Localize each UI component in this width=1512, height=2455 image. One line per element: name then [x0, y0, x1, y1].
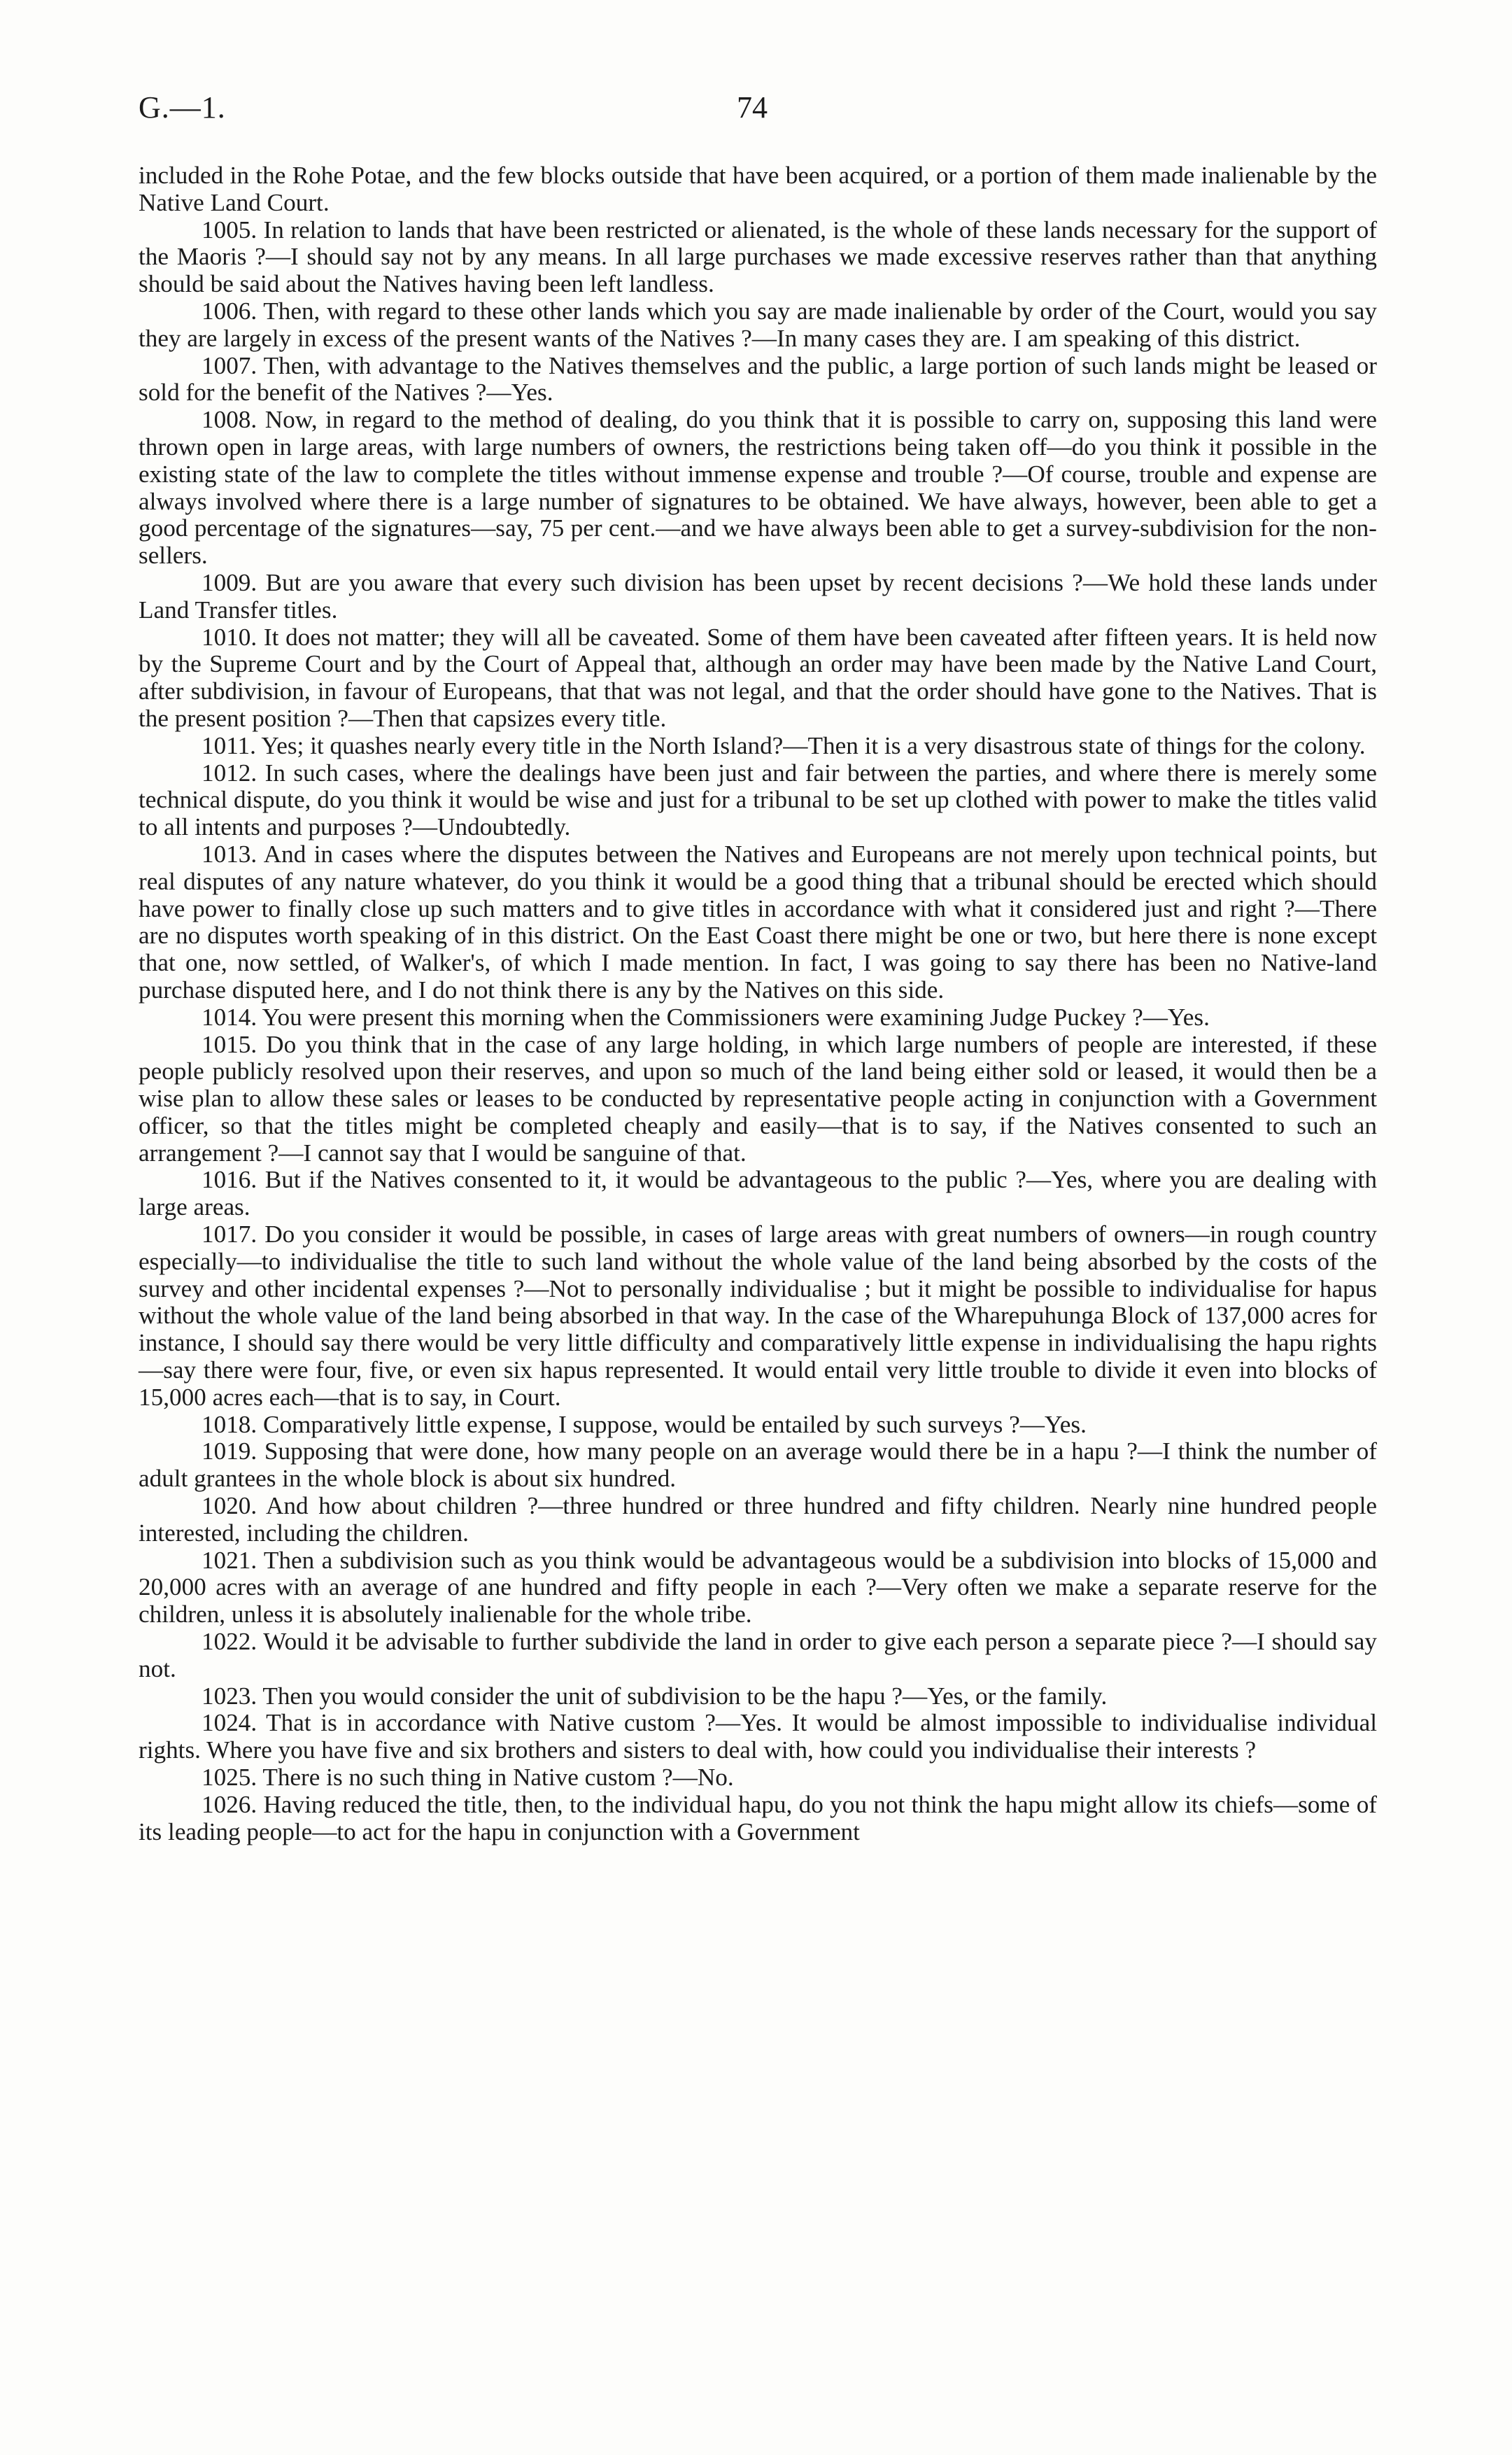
paragraph-1010: 1010. It does not matter; they will all be caveated. Some of them have been caveated after fifteen years. It is held now by the Supreme Court and by the Court of Appeal that, although an order may have been made by the Native Land Court, after subdivision, in favour of Europeans, that that was not legal, and that the order should have gone to the Natives. That is the present position ?—Then that capsizes every title.	[139, 623, 1377, 732]
paragraph-1018: 1018. Comparatively little expense, I suppose, would be entailed by such surveys ?—Yes.	[202, 1410, 1087, 1438]
paragraph-1019: 1019. Supposing that were done, how many people on an average would there be in a hapu ?—I think the number of adult grantees in the whole block is about six hundred.	[139, 1437, 1377, 1493]
paragraph-continuation: included in the Rohe Potae, and the few blocks outside that have been acquired, or a portion of them made inalienable by the Native Land Court.	[139, 162, 1377, 216]
paragraph-1014: 1014. You were present this morning when the Commissioners were examining Judge Puckey ?—Yes.	[202, 1003, 1210, 1031]
paragraph-1021: 1021. Then a subdivision such as you think would be advantageous would be a subdivision into blocks of 15,000 and 20,000 acres with an average of ane hundred and fifty people in each ?—Very often we make a separate reserve for the children, unless it is absolutely inalienable for the whole tribe.	[139, 1546, 1377, 1629]
paragraph-1006: 1006. Then, with regard to these other lands which you say are made inalienable by order of the Court, would you say they are largely in excess of the present wants of the Natives ?—In many cases they are. I am speaking of this district.	[139, 297, 1377, 352]
paragraph-1008: 1008. Now, in regard to the method of dealing, do you think that it is possible to carry on, supposing this land were thrown open in large areas, with large numbers of owners, the restrictions being taken off—do you think it possible in the existing state of the law to complete the titles without immense expense and trouble ?—Of course, trouble and expense are always involved where there is a large number of signatures to be obtained. We have always, however, been able to get a good percentage of the signatures—say, 75 per cent.—and we have always been able to get a survey-subdivision for the non-sellers.	[139, 406, 1377, 570]
paragraph-1025: 1025. There is no such thing in Native custom ?—No.	[202, 1764, 734, 1792]
page-header	[139, 90, 1377, 132]
paragraph-1016: 1016. But if the Natives consented to it, it would be advantageous to the public ?—Yes, where you are dealing with large areas.	[139, 1166, 1377, 1221]
paragraph-1023: 1023. Then you would consider the unit of subdivision to be the hapu ?—Yes, or the family.	[202, 1682, 1108, 1710]
paragraph-1012: 1012. In such cases, where the dealings have been just and fair between the parties, and where there is merely some technical dispute, do you think it would be wise and just for a tribunal to be set up clothed with power to make the titles valid to all intents and purposes ?—Undoubtedly.	[139, 759, 1377, 841]
paragraph-1009: 1009. But are you aware that every such division has been upset by recent decisions ?—We hold these lands under Land Transfer titles.	[139, 568, 1377, 624]
paragraph-1015: 1015. Do you think that in the case of any large holding, in which large numbers of people are interested, if these people publicly resolved upon their reserves, and upon so much of the land being either sold or leased, it would then be a wise plan to allow these sales or leases to be conducted by representative people acting in conjunction with a Government officer, so that the titles might be completed cheaply and easily—that is to say, if the Natives consented to such an arrangement ?—I cannot say that I would be sanguine of that.	[139, 1030, 1377, 1167]
paragraph-1007: 1007. Then, with advantage to the Natives themselves and the public, a large portion of such lands might be leased or sold for the benefit of the Natives ?—Yes.	[139, 351, 1377, 407]
paragraph-1011: 1011. Yes; it quashes nearly every title in the North Island?—Then it is a very disastrous state of things for the colony.	[202, 731, 1366, 759]
body-text	[139, 162, 1377, 1845]
paragraph-1022: 1022. Would it be advisable to further subdivide the land in order to give each person a separate piece ?—I should say not.	[139, 1628, 1377, 1682]
paragraph-1024: 1024. That is in accordance with Native custom ?—Yes. It would be almost impossible to individualise individual rights. Where you have five and six brothers and sisters to deal with, how could you individualise their interests ?	[139, 1709, 1377, 1764]
paragraph-1005: 1005. In relation to lands that have been restricted or alienated, is the whole of these lands necessary for the support of the Maoris ?—I should say not by any means. In all large purchases we made excessive reserves rather than that anything should be said about the Natives having been left landless.	[139, 216, 1377, 298]
page-number: 74	[737, 90, 768, 125]
paragraph-1017: 1017. Do you consider it would be possible, in cases of large areas with great numbers of owners—in rough country especially—to individualise the title to such land without the whole value of the land being absorbed by the costs of the survey and other incidental expenses ?—Not to personally individualise ; but it might be possible to individualise for hapus without the whole value of the land being absorbed in that way. In the case of the Wharepuhunga Block of 137,000 acres for instance, I should say there would be very little difficulty and comparatively little expense in individualising the hapu rights—say there were four, five, or even six hapus represented. It would entail very little trouble to divide it even into blocks of 15,000 acres each—that is to say, in Court.	[139, 1221, 1377, 1411]
paragraph-1026: 1026. Having reduced the title, then, to the individual hapu, do you not think the hapu might allow its chiefs—some of its leading people—to act for the hapu in conjunction with a Government	[139, 1790, 1377, 1845]
document-code: G.—1.	[139, 90, 226, 125]
paragraph-1013: 1013. And in cases where the disputes between the Natives and Europeans are not merely upon technical points, but real disputes of any nature whatever, do you think it would be a good thing that a tribunal should be erected which should have power to finally close up such matters and to give titles in accordance with what it considered just and right ?—There are no disputes worth speaking of in this district. On the East Coast there might be one or two, but here there is none except that one, now settled, of Walker's, of which I made mention. In fact, I was going to say there has been no Native-land purchase disputed here, and I do not think there is any by the Natives on this side.	[139, 840, 1377, 1004]
paragraph-1020: 1020. And how about children ?—three hundred or three hundred and fifty children. Nearly nine hundred people interested, including the children.	[139, 1492, 1377, 1547]
